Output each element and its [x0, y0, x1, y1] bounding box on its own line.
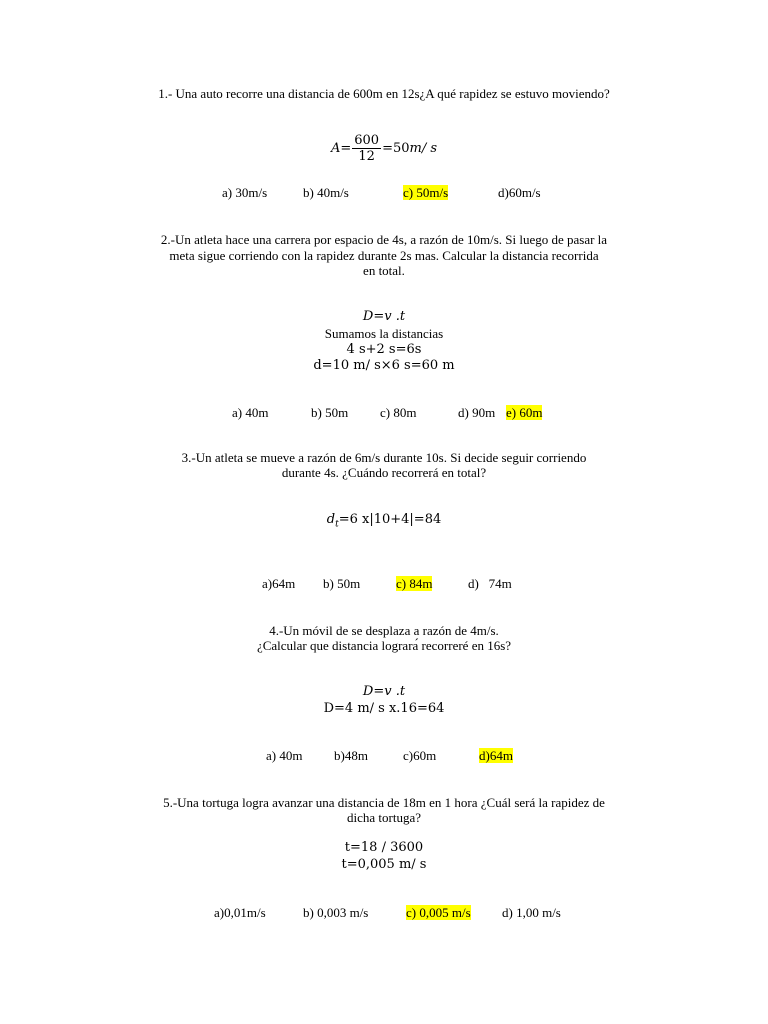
q1-eq-rhs: =50	[382, 141, 410, 156]
q2-question-line1: 2.-Un atleta hace una carrera por espacio de 4s, a razón de 10m/s. Si luego de pasar la	[160, 232, 608, 247]
q3-question-line1: 3.-Un atleta se mueve a razón de 6m/s durante 10s. Si decide seguir corriendo	[181, 450, 587, 465]
q2-question-line3: en total.	[363, 263, 405, 278]
q3-eq-subscript: t	[335, 519, 339, 530]
q5-option-d: d) 1,00 m/s	[502, 905, 561, 920]
q1-question: 1.- Una auto recorre una distancia de 600m en 12s¿A qué rapidez se estuvo moviendo?	[158, 86, 610, 101]
q3-option-b: b) 50m	[323, 576, 361, 591]
q2-eq1-text: D=v .t	[362, 309, 406, 324]
q1-option-d: d)60m/s	[498, 185, 541, 200]
q3-option-a: a)64m	[262, 576, 296, 591]
q4-option-c: c)60m	[403, 748, 437, 763]
q3-question-line2: durante 4s. ¿Cuándo recorrerá en total?	[281, 465, 487, 480]
q2-note: Sumamos la distancias	[324, 326, 444, 341]
q1-eq-fraction	[352, 133, 381, 164]
q5-equation-1: t=18 / 3600	[344, 840, 424, 855]
q4-option-d-answer: d)64m	[479, 748, 513, 763]
q1-eq-denominator: 12	[358, 149, 375, 164]
q1-eq-unit: m/ s	[409, 141, 438, 156]
q2-option-d: d) 90m	[458, 405, 496, 420]
q2-option-e-answer: e) 60m	[506, 405, 543, 420]
q3-option-c-answer: c) 84m	[396, 576, 433, 591]
q1-eq-numerator: 600	[354, 133, 380, 148]
q5-equation-2: t=0,005 m/ s	[341, 857, 427, 872]
q2-question-line2: meta sigue corriendo con la rapidez durante 2s mas. Calcular la distancia recorrida	[169, 248, 599, 263]
q4-question-line1: 4.-Un móvil de se desplaza a razón de 4m/s.	[269, 623, 499, 638]
q1-option-a: a) 30m/s	[222, 185, 268, 200]
q2-option-a: a) 40m	[232, 405, 269, 420]
q3-equation	[0, 512, 768, 533]
q4-eq1-text: D=v .t	[362, 684, 406, 699]
q4-question-line2: ¿Calcular que distancia lograrа́ recorreré en 16s?	[256, 638, 512, 653]
q4-equation-1	[0, 684, 768, 699]
q1-option-b: b) 40m/s	[303, 185, 349, 200]
q2-equation-3: d=10 m/ s×6 s=60 m	[313, 358, 455, 373]
q1-eq-lhs: A	[330, 141, 341, 156]
q5-question-line1: 5.-Una tortuga logra avanzar una distancia de 18m en 1 hora ¿Cuál será la rapidez de	[163, 795, 605, 810]
q4-equation-2: D=4 m/ s x.16=64	[323, 701, 445, 716]
q4-option-b: b)48m	[334, 748, 368, 763]
q3-eq-rest: =6 x|10+4|=84	[338, 512, 442, 527]
q2-equation-1	[0, 309, 768, 324]
q3-option-d: d) 74m	[468, 576, 512, 591]
q3-eq-d: d	[326, 512, 336, 527]
q1-equation: A= $\frac{600}{12}$ =50m/ s	[330, 133, 438, 164]
q5-option-a: a)0,01m/s	[214, 905, 266, 920]
q5-option-b: b) 0,003 m/s	[303, 905, 369, 920]
q1-option-c-answer: c) 50m/s	[403, 185, 449, 200]
q2-equation-2: 4 s+2 s=6s	[346, 342, 422, 357]
q2-option-b: b) 50m	[311, 405, 349, 420]
q5-option-c-answer: c) 0,005 m/s	[406, 905, 471, 920]
q2-option-c: c) 80m	[380, 405, 417, 420]
q4-option-a: a) 40m	[266, 748, 303, 763]
q5-question-line2: dicha tortuga?	[347, 810, 421, 825]
